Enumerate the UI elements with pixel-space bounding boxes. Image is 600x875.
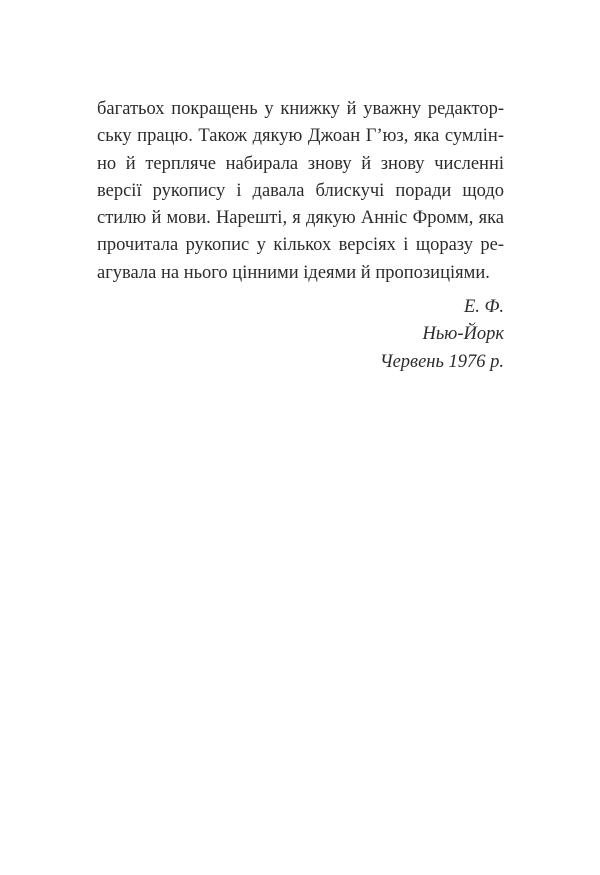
signature-date: Червень 1976 р. [379, 351, 504, 372]
signature-block [204, 294, 504, 376]
paragraph-line: прочитала рукопис у кількох версіях і щоразу ре- [97, 235, 504, 256]
acknowledgement-paragraph [97, 96, 504, 287]
paragraph-line: багатьох покращень у книжку й уважну редактор- [97, 99, 504, 119]
paragraph-line: но й терпляче набирала знову й знову численні [97, 153, 504, 174]
author-initials: Е. Ф. [463, 297, 504, 317]
paragraph-line: ську працю. Також дякую Джоан Г’юз, яка сумлін- [97, 126, 504, 147]
paragraph-line: версії рукопису і давала блискучі поради щодо [97, 180, 504, 201]
signature-city: Нью-Йорк [422, 324, 504, 345]
paragraph-line: агувала на нього цінними ідеями й пропозиціями. [97, 262, 490, 283]
paragraph-line: стилю й мови. Нарешті, я дякую Анніс Фромм, яка [97, 208, 504, 229]
